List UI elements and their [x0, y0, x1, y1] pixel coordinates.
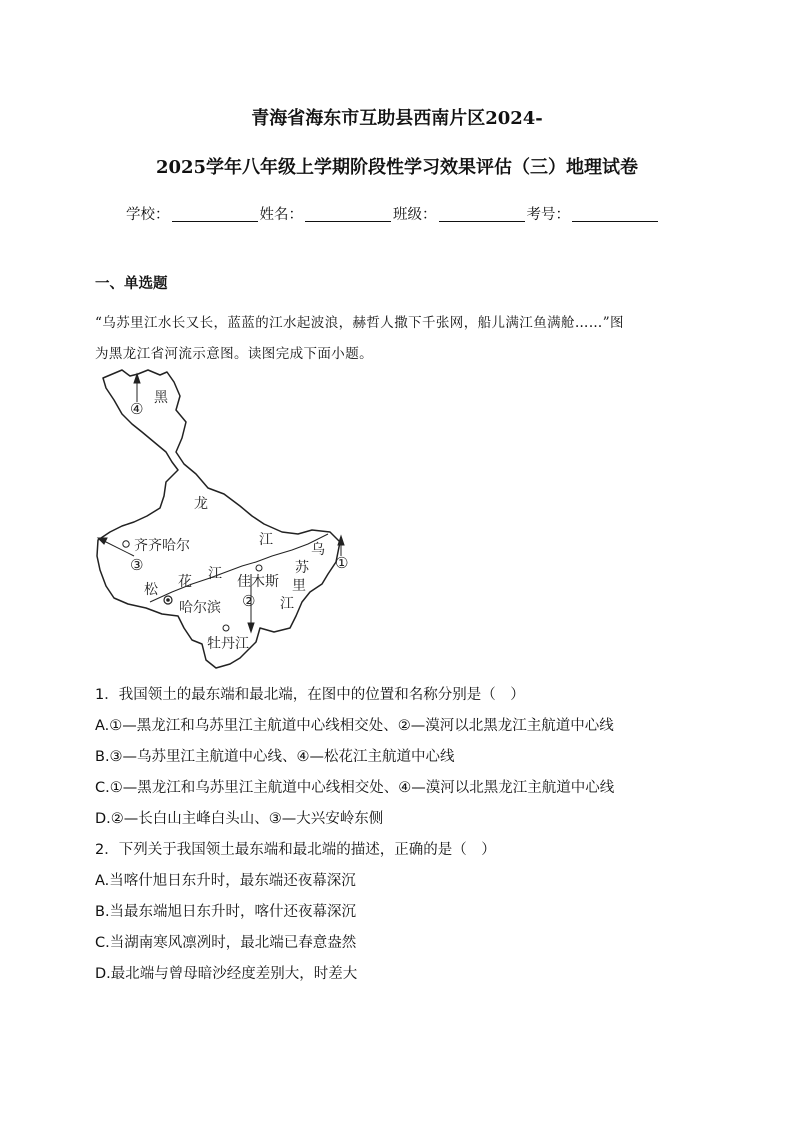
class-blank[interactable] [439, 207, 525, 222]
label-hei: 黑 [154, 390, 168, 406]
arrow-3 [98, 538, 134, 556]
question-1-option-a[interactable]: A.①—黑龙江和乌苏里江主航道中心线相交处、②—漠河以北黑龙江主航道中心线 [95, 718, 614, 734]
question-2-option-c[interactable]: C.当湖南寒风凛冽时，最北端已春意盎然 [95, 935, 357, 951]
marker-1: ① [335, 554, 349, 572]
haerbin-dot-inner [166, 598, 170, 602]
school-label: 学校： [126, 207, 170, 223]
heilongjiang-river-map [92, 366, 362, 671]
question-1-option-c[interactable]: C.①—黑龙江和乌苏里江主航道中心线相交处、④—漠河以北黑龙江主航道中心线 [95, 780, 615, 796]
question-2-option-a[interactable]: A.当喀什旭日东升时，最东端还夜幕深沉 [95, 873, 356, 889]
label-qiqihaer: 齐齐哈尔 [134, 538, 190, 554]
section-title: 一、单选题 [95, 276, 168, 292]
marker-3: ③ [130, 556, 144, 574]
label-long: 龙 [194, 496, 208, 512]
passage-line1: “乌苏里江水长又长，蓝蓝的江水起波浪，赫哲人撒下千张网，船儿满江鱼满舱……”图 [95, 315, 624, 331]
label-hua: 花 [178, 574, 192, 590]
school-blank[interactable] [172, 207, 258, 222]
label-jiang3: 江 [280, 596, 294, 612]
label-mudanjiang: 牡丹江 [207, 636, 249, 652]
label-wu: 乌 [311, 542, 325, 558]
passage-line2: 为黑龙江省河流示意图。读图完成下面小题。 [95, 346, 373, 362]
label-haerbin: 哈尔滨 [179, 600, 221, 616]
label-jiang2: 江 [208, 566, 222, 582]
question-1-stem: 1．我国领土的最东端和最北端，在图中的位置和名称分别是（ ） [95, 687, 525, 703]
label-su: 苏 [295, 560, 309, 576]
name-blank[interactable] [305, 207, 391, 222]
jiamusi-dot [256, 565, 262, 571]
marker-4: ④ [130, 400, 144, 418]
arrow-4 [134, 374, 140, 402]
mudanjiang-dot [223, 625, 229, 631]
number-blank[interactable] [572, 207, 658, 222]
name-label: 姓名： [259, 207, 303, 223]
exam-title-line1: 青海省海东市互助县西南片区2024- [251, 108, 543, 129]
question-1-option-d[interactable]: D.②—长白山主峰白头山、③—大兴安岭东侧 [95, 811, 384, 827]
label-li: 里 [292, 578, 306, 594]
label-jiang1: 江 [259, 532, 273, 548]
exam-title-line2: 2025学年八年级上学期阶段性学习效果评估（三）地理试卷 [155, 157, 639, 178]
number-label: 考号： [526, 207, 570, 223]
question-2-option-b[interactable]: B.当最东端旭日东升时，喀什还夜幕深沉 [95, 904, 357, 920]
label-song: 松 [144, 582, 158, 598]
label-jiamusi: 佳木斯 [237, 574, 279, 590]
marker-2: ② [242, 592, 256, 610]
question-1-option-b[interactable]: B.③—乌苏里江主航道中心线、④—松花江主航道中心线 [95, 749, 455, 765]
qiqihaer-dot [123, 541, 129, 547]
question-2-option-d[interactable]: D.最北端与曾母暗沙经度差别大，时差大 [95, 966, 358, 982]
class-label: 班级： [393, 207, 437, 223]
question-2-stem: 2．下列关于我国领土最东端和最北端的描述，正确的是（ ） [95, 842, 496, 858]
student-info-row [126, 203, 660, 224]
